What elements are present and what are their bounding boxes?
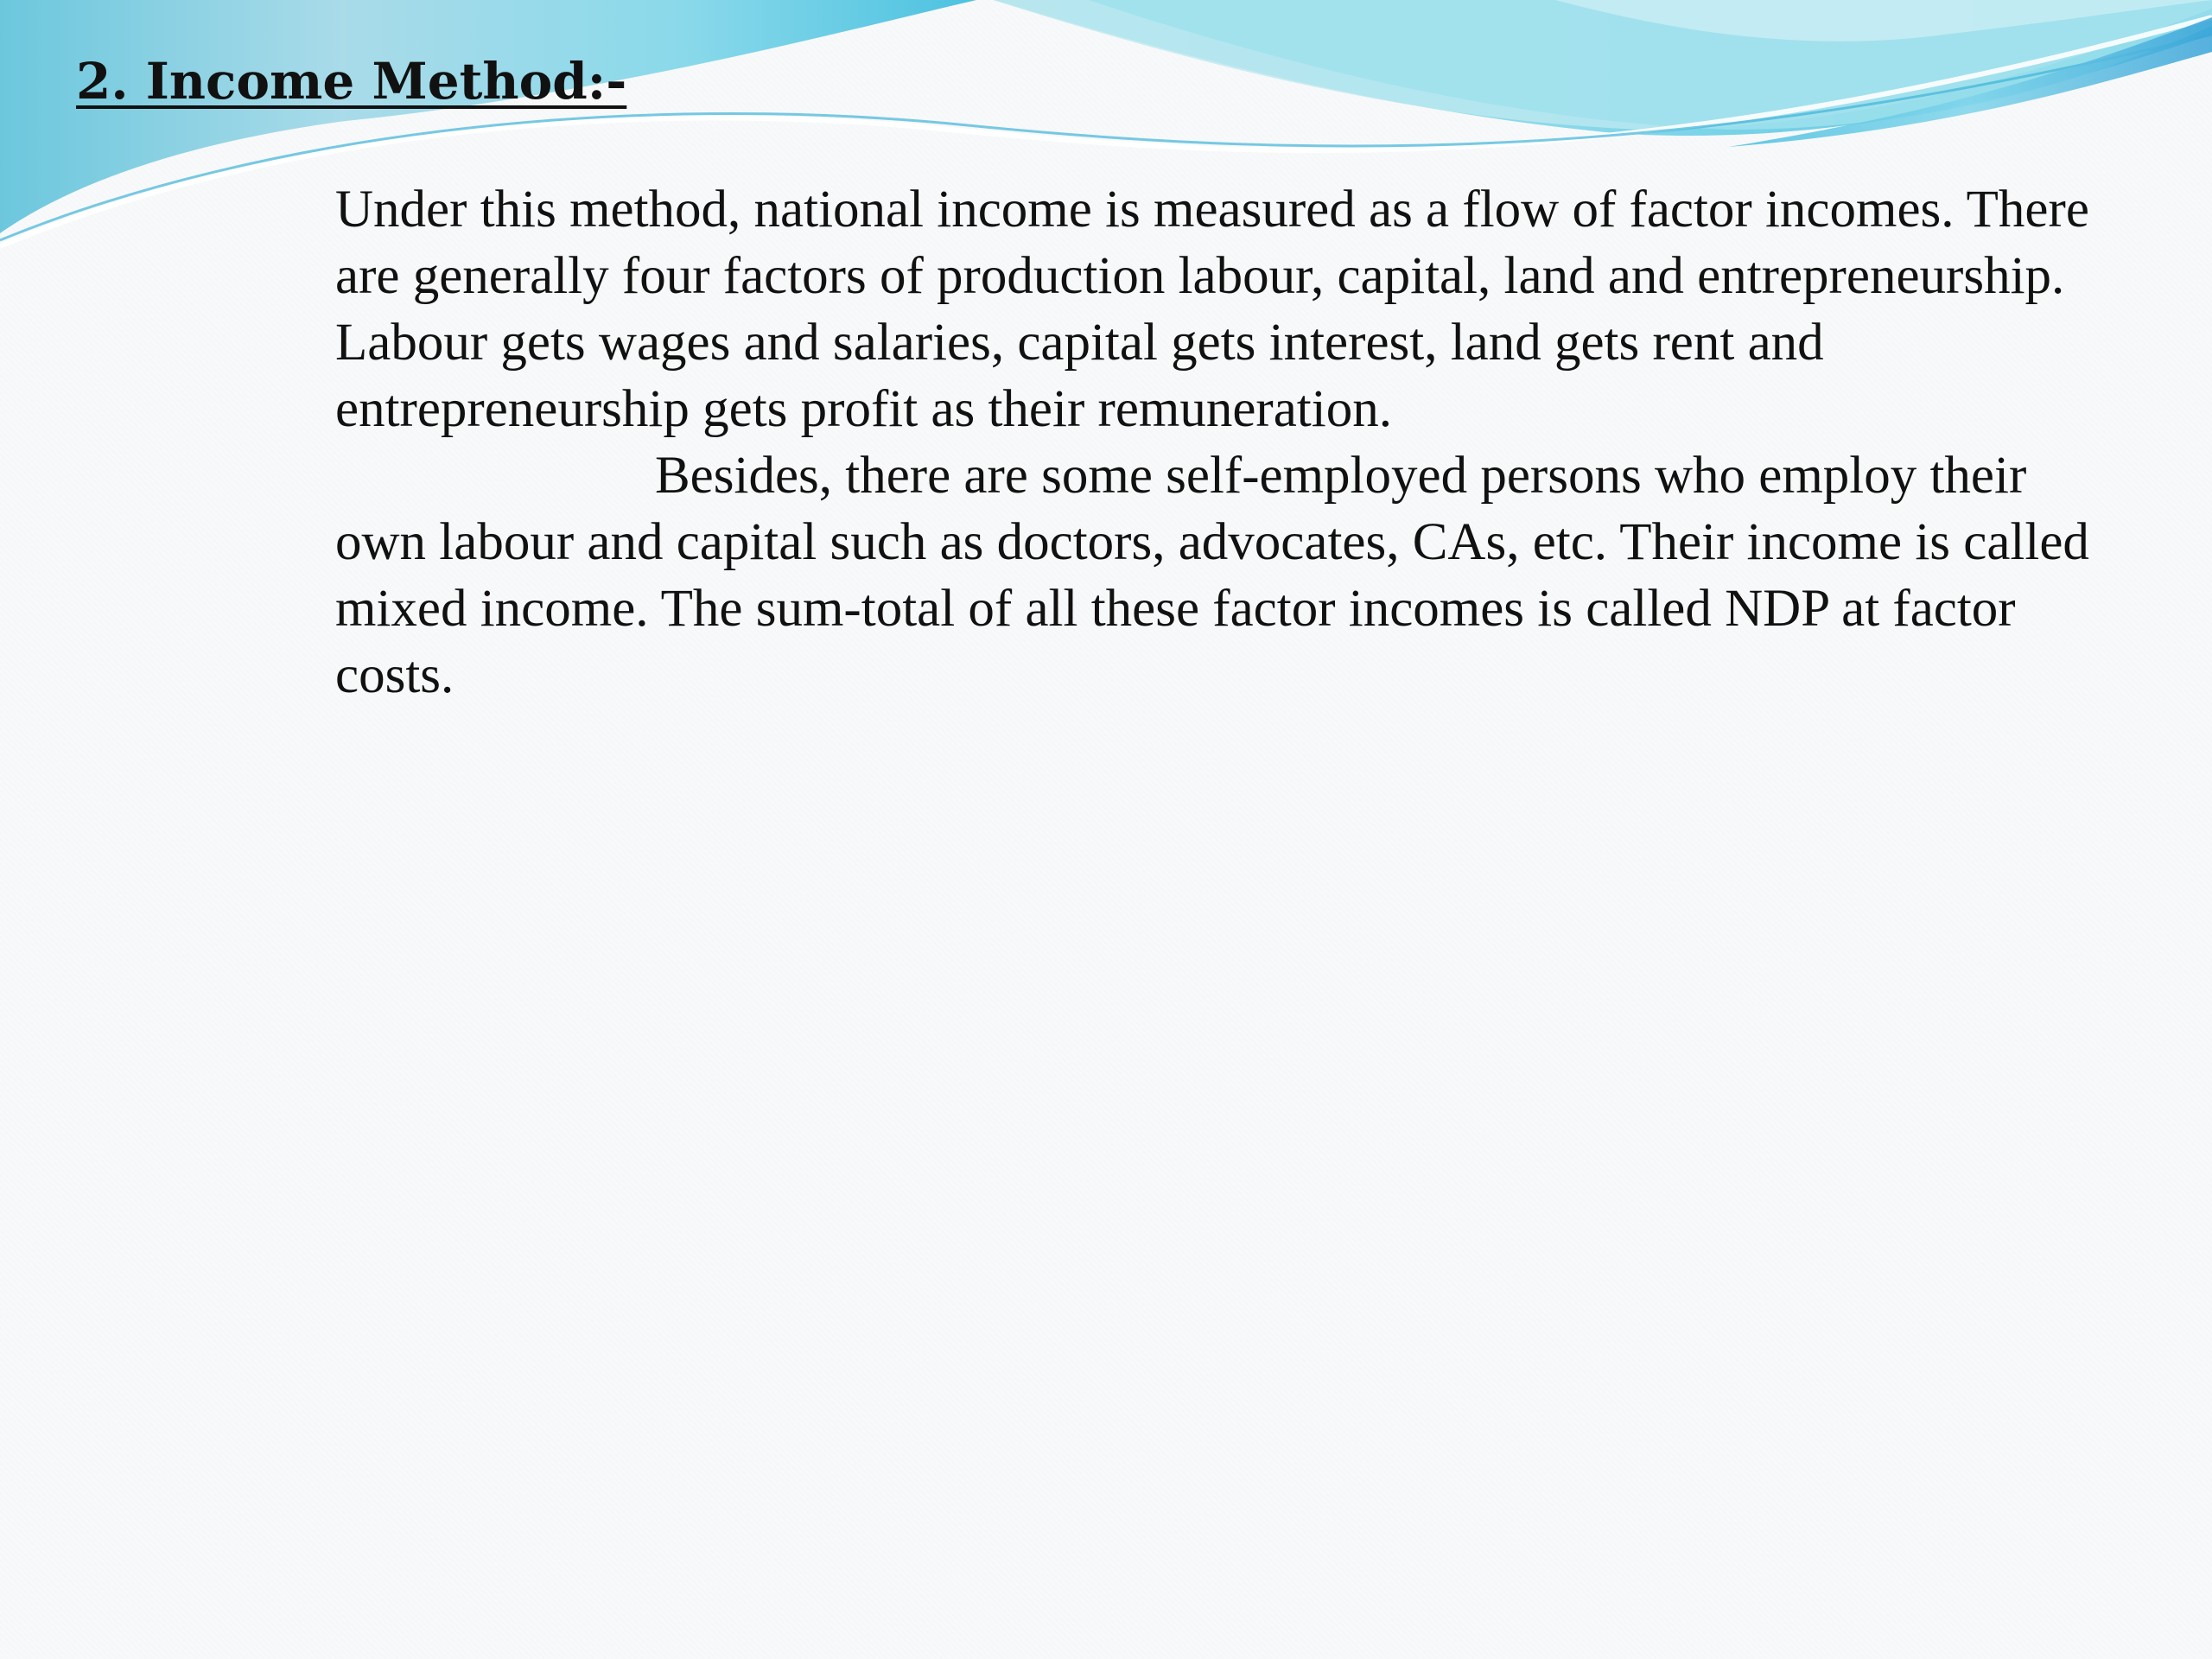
paragraph-mixed-income [335, 442, 2098, 709]
body-text [335, 176, 2098, 709]
paragraph-mixed-income-text: Besides, there are some self-employed persons who employ their own labour and capital such as doctors, advocates, CAs, etc. Their income is called mixed income. The sum-total of all these factor incomes is called NDP at factor costs. [335, 447, 2089, 704]
slide-title: 2. Income Method:- [76, 52, 627, 111]
paragraph-factor-incomes: Under this method, national income is measured as a flow of factor incomes. There are generally four factors of production labour, capital, land and entrepreneurship. Labour gets wages and salaries, capital gets interest, land gets rent and entrepreneurship gets profit as their remuneration. [335, 181, 2089, 438]
